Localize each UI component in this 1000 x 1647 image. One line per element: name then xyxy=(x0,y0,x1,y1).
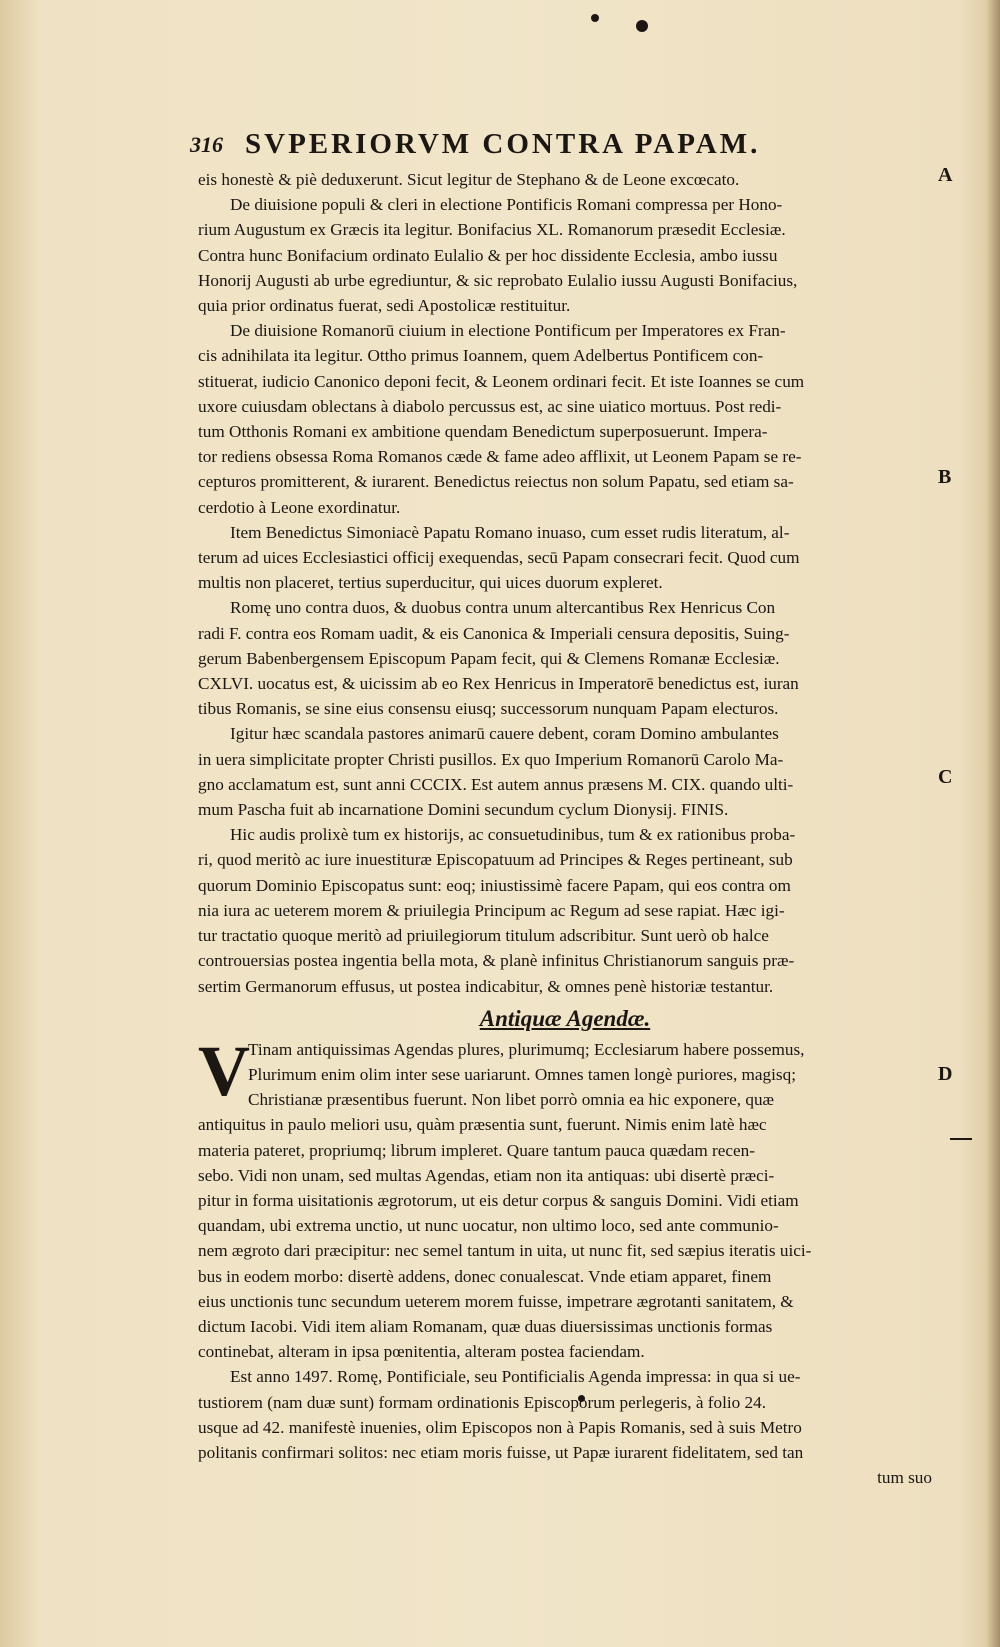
ink-dot xyxy=(591,14,599,22)
text-line: tur tractatio quoque meritò ad priuilegiorum titulum adscribitur. Sunt uerò ob halce xyxy=(198,926,769,946)
bottom-text-section xyxy=(198,1030,932,1491)
margin-note-a: A xyxy=(938,164,953,186)
text-line: usque ad 42. manifestè inuenies, olim Episcopos non à Papis Romanis, sed à suis Metro xyxy=(198,1417,802,1437)
text-line: radi F. contra eos Romam uadit, & eis Canonica & Imperiali censura depositis, Suing- xyxy=(198,623,790,643)
text-line: eis honestè & piè deduxerunt. Sicut legitur de Stephano & de Leone excœcato. xyxy=(198,170,740,189)
text-line: materia pateret, propriumq; librum impleret. Quare tantum pauca quædam recen- xyxy=(198,1140,755,1160)
text-line: ri, quod meritò ac iure inuestituræ Episcopatuum ad Principes & Reges pertineant, sub xyxy=(198,850,793,870)
text-line: continebat, alteram in ipsa pœnitentia, alteram postea faciendam. xyxy=(198,1342,645,1362)
text-line: tum suo xyxy=(877,1468,932,1488)
text-line: quia prior ordinatus fuerat, sedi Apostolicæ restituitur. xyxy=(198,296,571,316)
margin-note-b: B xyxy=(938,466,952,488)
body-text xyxy=(198,167,932,1490)
text-line: Item Benedictus Simoniacè Papatu Romano inuaso, cum esset rudis literatum, al- xyxy=(230,522,790,542)
text-line: cis adnihilata ita legitur. Ottho primus Ioannem, quem Adelbertus Pontificem con- xyxy=(198,346,764,366)
text-line: rium Augustum ex Græcis ita legitur. Bonifacius XL. Romanorum præsedit Ecclesiæ. xyxy=(198,220,786,240)
text-line: mum Pascha fuit ab incarnatione Domini secundum cyclum Dionysij. FINIS. xyxy=(198,800,729,820)
text-line: gerum Babenbergensem Episcopum Papam fecit, qui & Clemens Romanæ Ecclesiæ. xyxy=(198,648,780,668)
text-line: CXLVI. uocatus est, & uicissim ab eo Rex Henricus in Imperatorē benedictus est, iuran xyxy=(198,674,799,694)
text-line: nia iura ac ueterem morem & priuilegia Principum ac Regum ad sese rapiat. Hæc igi- xyxy=(198,900,785,920)
text-line: Christianæ præsentibus fuerunt. Non libet porrò omnia ea hic exponere, quæ xyxy=(248,1090,775,1110)
binding-shadow xyxy=(986,0,1000,1647)
text-line: Tinam antiquissimas Agendas plures, plurimumq; Ecclesiarum habere possemus, xyxy=(248,1039,805,1059)
text-line: De diuisione populi & cleri in electione Pontificis Romani compressa per Hono- xyxy=(230,195,783,215)
text-line: uxore cuiusdam oblectans à diabolo percussus est, ac sine uiatico mortuus. Post redi- xyxy=(198,396,782,416)
text-line: Honorij Augusti ab urbe egrediuntur, & sic reprobato Eulalio iussu Augusti Bonifacius, xyxy=(198,270,798,290)
text-line: tum Otthonis Romani ex ambitione quendam Benedictum superposuerunt. Impera- xyxy=(198,422,768,442)
text-line: tor rediens obsessa Roma Romanos cæde & fame adeo afflixit, ut Leonem Papam se re- xyxy=(198,447,802,467)
text-line: tustiorem (nam duæ sunt) formam ordinationis Episcoporum perlegeris, à folio 24. xyxy=(198,1392,767,1412)
text-line: dictum Iacobi. Vidi item aliam Romanam, quæ duas diuersissimas unctionis formas xyxy=(198,1316,773,1336)
text-line: eius unctionis tunc secundum ueterem morem fuisse, impetrare ægrotanti sanitatem, & xyxy=(198,1291,794,1311)
text-line: cepturos promitterent, & iurarent. Benedictus reiectus non solum Papatu, sed etiam sa- xyxy=(198,472,794,492)
margin-note-d: D xyxy=(938,1063,953,1085)
text-line: nem ægroto dari præcipitur: nec semel tantum in uita, ut nunc fit, sed sæpius iteratis uici- xyxy=(198,1241,812,1261)
page-number: 316 xyxy=(190,132,223,157)
text-line: Romę uno contra duos, & duobus contra unum altercantibus Rex Henricus Con xyxy=(230,598,776,618)
text-line: Est anno 1497. Romę, Pontificiale, seu Pontificialis Agenda impressa: in qua si ue- xyxy=(230,1367,801,1387)
text-line: quandam, ubi extrema unctio, ut nunc uocatur, non ultimo loco, sed ante communio- xyxy=(198,1216,779,1236)
text-line: De diuisione Romanorū ciuium in electione Pontificum per Imperatores ex Fran- xyxy=(230,321,786,341)
text-line: Plurimum enim olim inter sese uariarunt. Omnes tamen longè puriores, magisq; xyxy=(248,1064,796,1084)
text-line: pitur in forma uisitationis ægrotorum, ut eis detur corpus & sanguis Domini. Vidi etiam xyxy=(198,1190,799,1210)
ink-dot xyxy=(636,20,648,32)
text-line: Contra hunc Bonifacium ordinato Eulalio & per hoc dissidente Ecclesia, ambo iussu xyxy=(198,245,778,265)
text-line: Igitur hæc scandala pastores animarū cauere debent, coram Domino ambulantes xyxy=(230,724,779,744)
text-line: gno acclamatum est, sunt anni CCCIX. Est autem annus præsens M. CIX. quando ulti- xyxy=(198,774,794,794)
text-line: Hic audis prolixè tum ex historijs, ac consuetudinibus, tum & ex rationibus proba- xyxy=(230,825,796,845)
text-line: sertim Germanorum effusus, ut postea indicabitur, & omnes penè historiæ testantur. xyxy=(198,976,774,996)
text-line: cerdotio à Leone exordinatur. xyxy=(198,497,401,517)
text-line: terum ad uices Ecclesiastici officij exequendas, secū Papam consecrari fecit. Quod cum xyxy=(198,548,800,568)
page-header xyxy=(190,128,910,168)
text-line: politanis confirmari solitos: nec etiam moris fuisse, ut Papæ iurarent fidelitatem, sed tan xyxy=(198,1442,804,1462)
margin-dash xyxy=(950,1138,972,1140)
drop-initial: V xyxy=(198,1030,250,1111)
top-text-section xyxy=(198,167,932,999)
running-title: SVPERIORVM CONTRA PAPAM. xyxy=(245,128,761,160)
section-heading: Antiquæ Agendæ. xyxy=(479,1005,651,1031)
text-line: tibus Romanis, se sine eius consensu eiusq; successorum nunquam Papam electuros. xyxy=(198,699,779,719)
text-line: quorum Dominio Episcopatus sunt: eoq; iniustissimè facere Papam, qui eos contra om xyxy=(198,875,791,895)
text-line: sebo. Vidi non unam, sed multas Agendas, etiam non ita antiquas: ubi disertè præci- xyxy=(198,1165,775,1185)
margin-note-c: C xyxy=(938,766,953,788)
text-line: controuersias postea ingentia bella mota, & planè infinitus Christianorum sanguis præ- xyxy=(198,951,795,971)
text-line: stituerat, iudicio Canonico deponi fecit, & Leonem ordinari fecit. Et iste Ioannes se cum xyxy=(198,371,805,391)
text-line: multis non placeret, tertius superducitur, qui uices duorum expleret. xyxy=(198,573,663,593)
text-line: in uera simplicitate propter Christi pusillos. Ex quo Imperium Romanorū Carolo Ma- xyxy=(198,749,784,769)
text-line: antiquitus in paulo meliori usu, quàm præsentia sunt, fuerunt. Nimis enim latè hæc xyxy=(198,1115,767,1135)
text-line: bus in eodem morbo: disertè addens, donec conualescat. Vnde etiam apparet, finem xyxy=(198,1266,772,1286)
